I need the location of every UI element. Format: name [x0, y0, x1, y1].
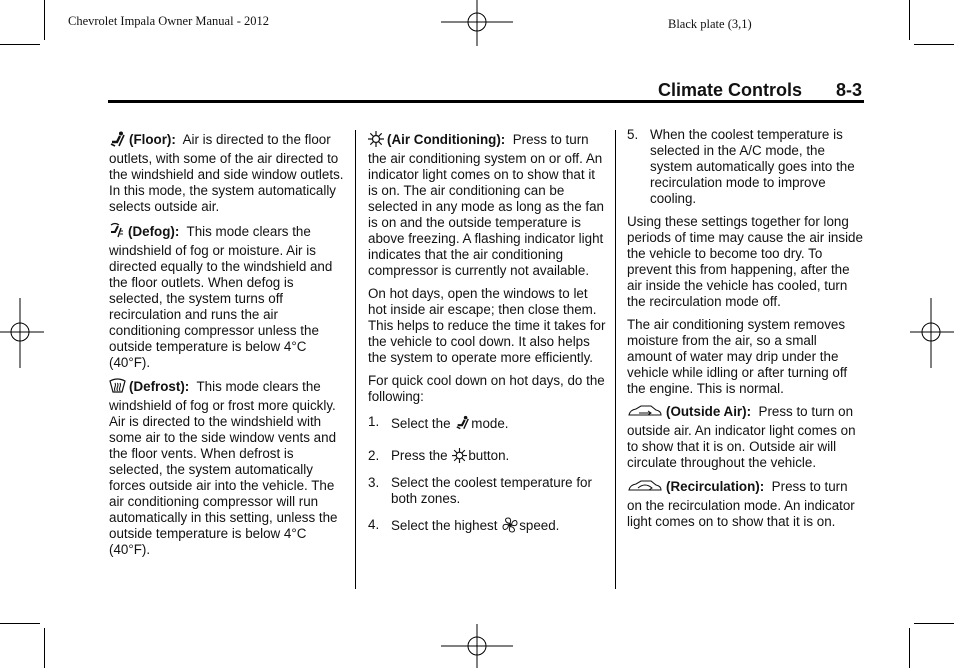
outside-air-paragraph	[627, 404, 865, 471]
registration-mark	[441, 622, 513, 668]
outside-air-text: Press to turn on outside air. An indicator light comes on to show that it is on. Outside air will circulate throughout the vehicle.	[627, 404, 856, 470]
header-rule	[108, 100, 864, 103]
recirculation-icon	[627, 478, 663, 498]
defrost-label: (Defrost):	[129, 379, 190, 394]
defog-label: (Defog):	[128, 224, 180, 239]
step-text: When the coolest temperature is selected in the A/C mode, the system automatically goes into the recirculation mode to improve cooling.	[650, 127, 855, 206]
step-text	[391, 448, 606, 467]
section-heading	[658, 80, 862, 101]
step-text-pre: Select the highest	[391, 518, 498, 533]
floor-mode-icon	[455, 414, 470, 435]
step-number: 2.	[368, 448, 380, 463]
step-number: 3.	[368, 475, 380, 490]
crop-mark	[909, 628, 910, 668]
defog-text: This mode clears the windshield of fog or moisture. Air is directed equally to the windshield and the floor outlets. When defog is selected, the system turns off recirculation and runs the air conditioning compressor unless the outside temperature is below 4°C (40°F).	[109, 224, 333, 370]
floor-mode-icon	[109, 131, 126, 151]
recirculation-label: (Recirculation):	[666, 479, 765, 494]
list-item	[368, 448, 606, 467]
step-text-pre: Select the	[391, 416, 451, 431]
step-number: 4.	[368, 517, 380, 532]
recirculation-paragraph	[627, 478, 865, 530]
crop-mark	[0, 623, 40, 624]
ac-text: Press to turn the air conditioning system on or off. An indicator light comes on to show that it is on. The air conditioning can be selected in any mode as long as the fan is on and the outside temperature is above freezing. A flashing indicator light indicates that the air conditioning compressor is currently not available.	[368, 132, 604, 278]
list-item	[627, 127, 865, 207]
step-text: Select the coolest temperature for both zones.	[391, 475, 592, 506]
dry-air-paragraph: Using these settings together for long periods of time may cause the air inside the vehicle to become too dry. To prevent this from happening, after the air inside the vehicle has cooled, turn the recirculation mode off.	[627, 214, 863, 309]
list-item	[368, 517, 606, 537]
step-number: 1.	[368, 414, 380, 429]
column-divider	[615, 130, 616, 589]
step-number: 5.	[627, 127, 639, 142]
floor-text: Air is directed to the floor outlets, with some of the air directed to the windshield and side window outlets. In this mode, the system automatically selects outside air.	[109, 132, 344, 214]
floor-paragraph	[109, 131, 345, 215]
crop-mark	[914, 44, 954, 45]
list-item	[368, 414, 606, 435]
ac-label: (Air Conditioning):	[387, 132, 506, 147]
ac-paragraph	[368, 131, 606, 279]
quick-cool-steps	[368, 414, 606, 537]
column-3	[627, 127, 865, 537]
crop-mark	[44, 628, 45, 668]
air-conditioning-icon	[452, 448, 467, 467]
page-number: 8-3	[836, 80, 863, 100]
hot-days-paragraph: On hot days, open the windows to let hot inside air escape; then close them. This helps to reduce the time it takes for the vehicle to cool down. It also helps the system to operate more efficiently.	[368, 286, 606, 365]
registration-mark	[0, 298, 44, 368]
step-text-post: speed.	[519, 518, 560, 533]
registration-mark	[441, 0, 513, 48]
step-text-pre: Press the	[391, 448, 448, 463]
step-text	[391, 414, 606, 435]
defrost-mode-icon	[109, 378, 126, 398]
moisture-paragraph: The air conditioning system removes moisture from the air, so a small amount of water may drip under the vehicle while idling or after turning off the engine. This is normal.	[627, 317, 848, 396]
fan-icon	[502, 517, 518, 537]
quick-cool-intro: For quick cool down on hot days, do the following:	[368, 373, 605, 404]
outside-air-icon	[627, 404, 663, 423]
air-conditioning-icon	[368, 131, 384, 151]
column-2	[368, 131, 606, 545]
defog-paragraph	[109, 222, 345, 371]
registration-mark	[910, 298, 954, 368]
section-title: Climate Controls	[658, 80, 803, 100]
outside-air-label: (Outside Air):	[666, 404, 752, 419]
crop-mark	[909, 0, 910, 40]
defog-mode-icon	[109, 222, 125, 243]
crop-mark	[44, 0, 45, 40]
defrost-text: This mode clears the windshield of fog or frost more quickly. Air is directed to the windshield with some air to the side window vents and the floor vents. When defrost is selected, the system automatically forces outside air into the vehicle. The air conditioning compressor will run automatically in this setting, unless the outside temperature is below 4°C (40°F).	[109, 379, 338, 557]
step-text-post: button.	[468, 448, 510, 463]
column-1	[109, 131, 345, 565]
recirculation-text: Press to turn on the recirculation mode. An indicator light comes on to show that it is on.	[627, 479, 855, 529]
floor-label: (Floor):	[129, 132, 176, 147]
defrost-paragraph	[109, 378, 345, 558]
step-text	[391, 517, 606, 537]
column-divider	[355, 130, 356, 589]
crop-mark	[914, 623, 954, 624]
crop-mark	[0, 44, 40, 45]
step-text-post: mode.	[471, 416, 509, 431]
plate-label: Black plate (3,1)	[668, 17, 752, 31]
manual-title: Chevrolet Impala Owner Manual - 2012	[68, 14, 269, 28]
list-item	[368, 475, 606, 507]
